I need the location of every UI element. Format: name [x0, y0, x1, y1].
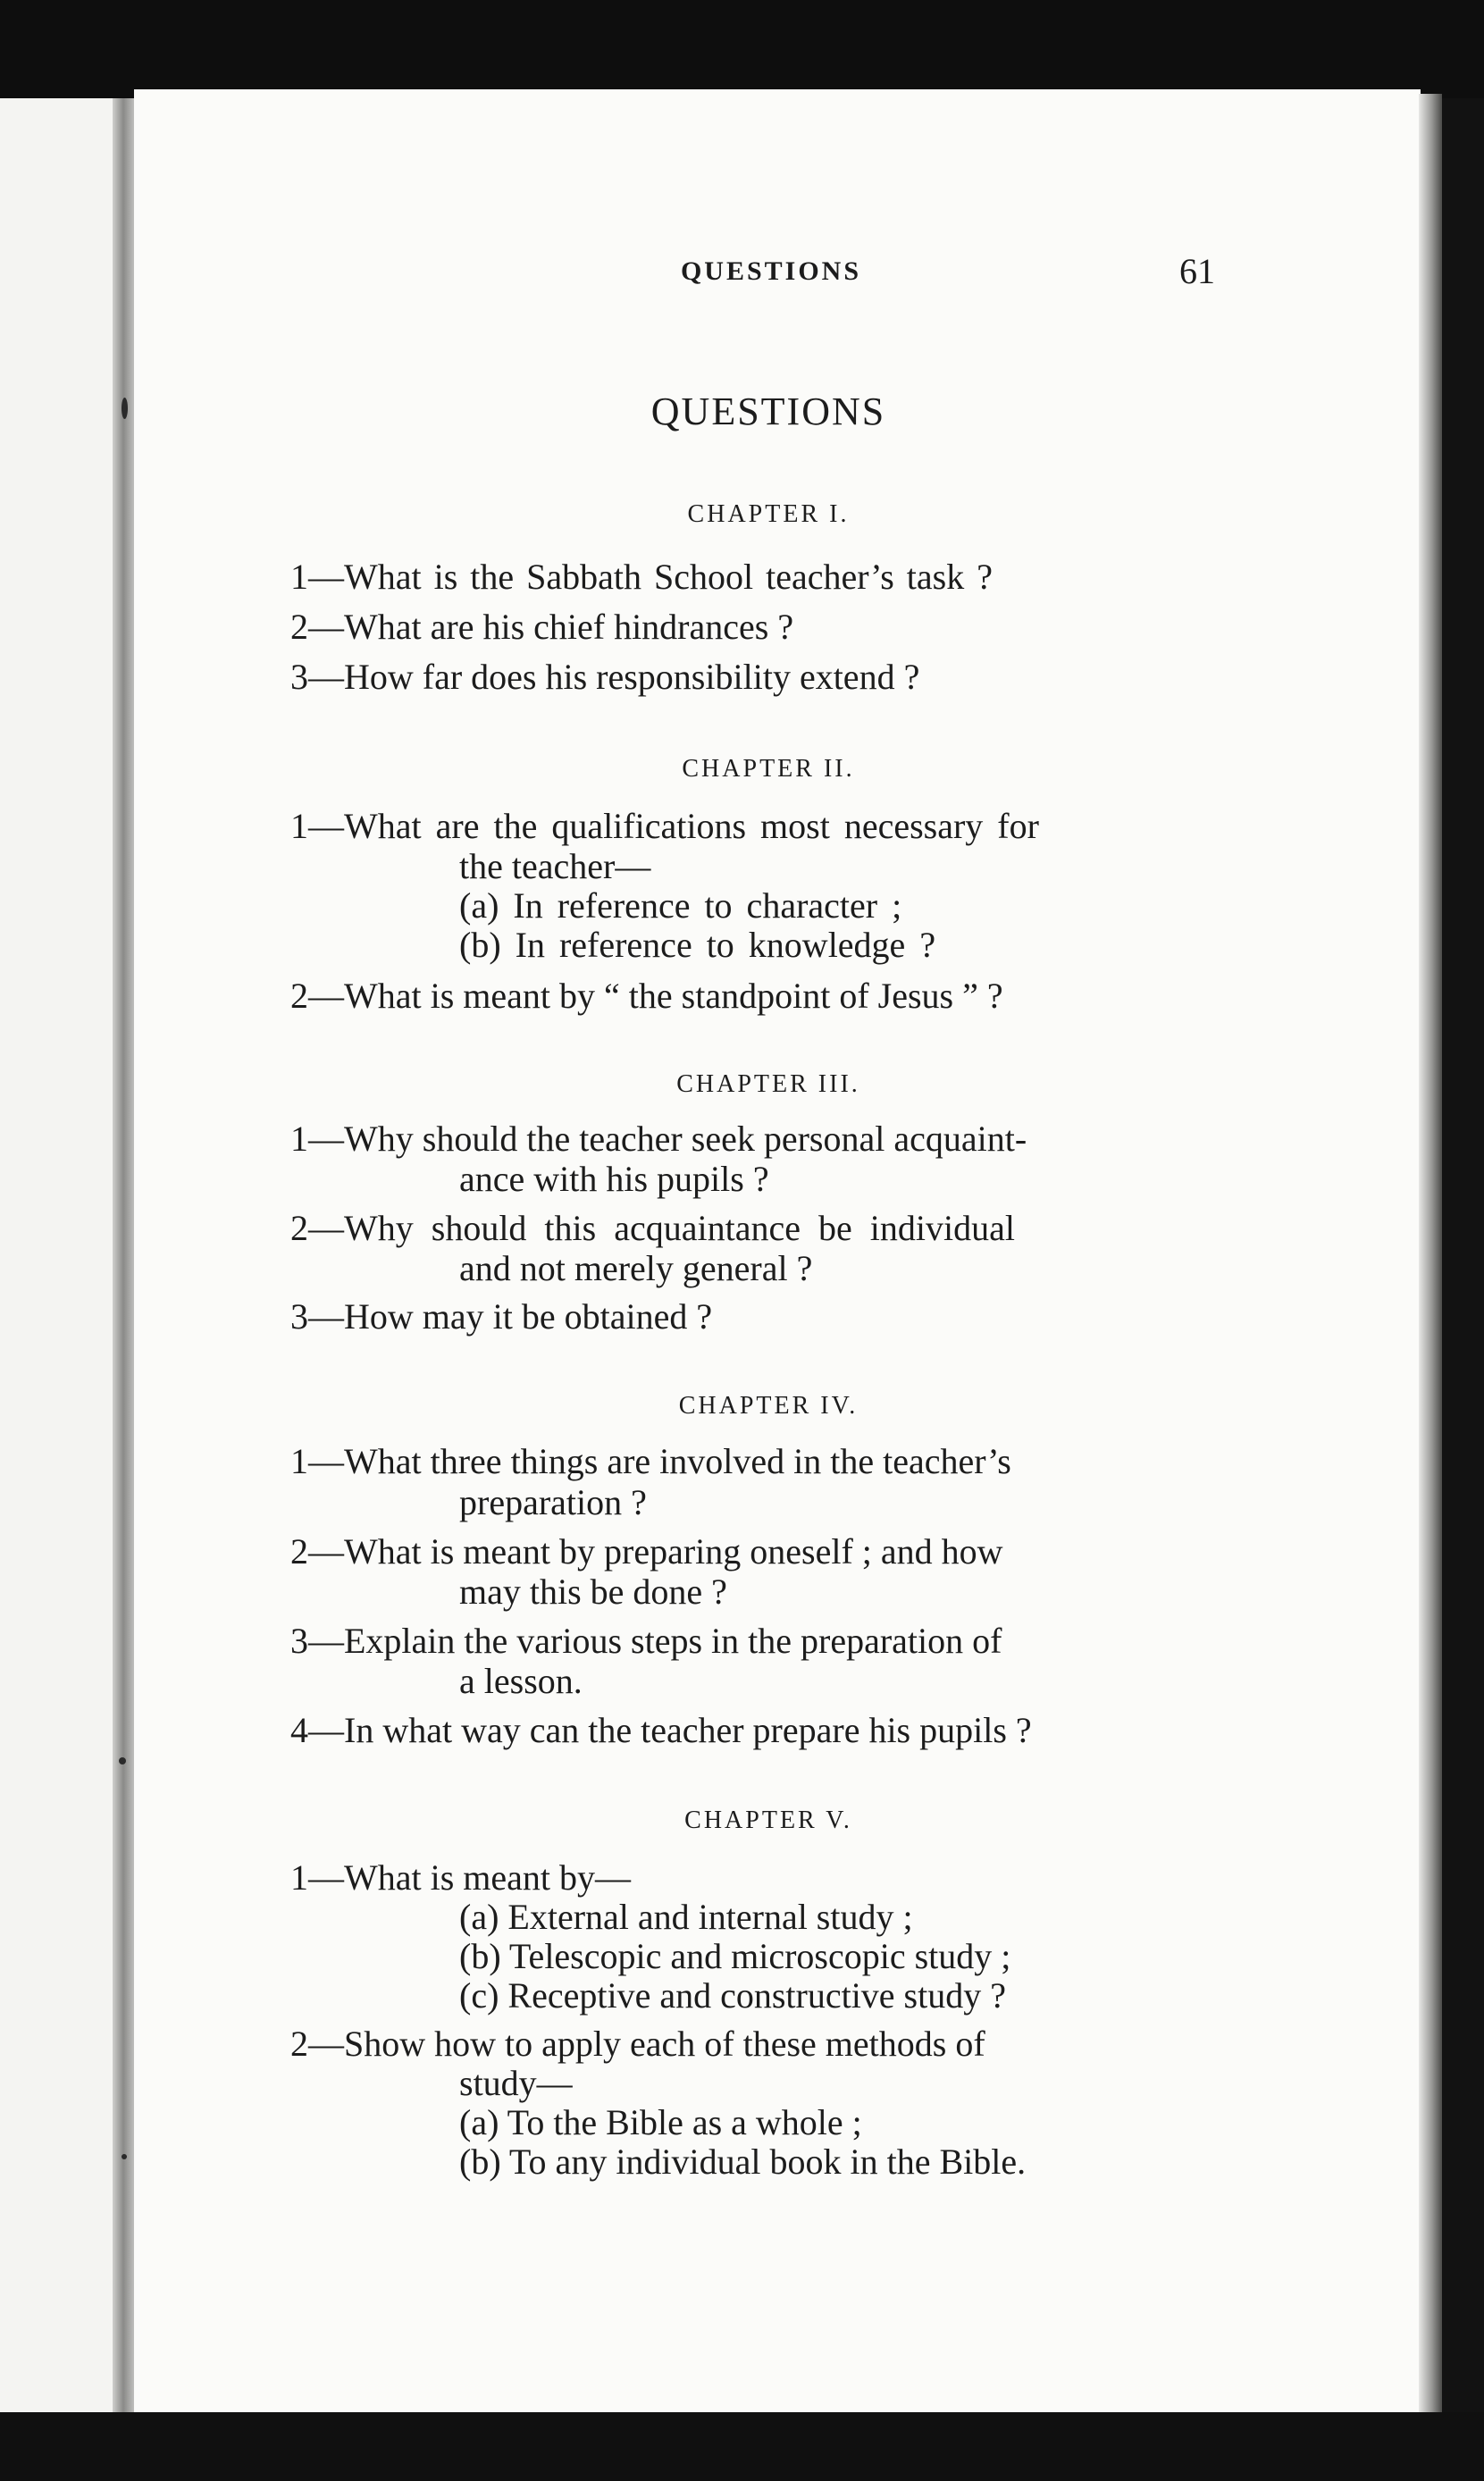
- question-line: 1—What is the Sabbath School teacher’s task ?: [290, 557, 993, 597]
- question-line: (b) In reference to knowledge ?: [459, 925, 936, 965]
- question-line: 1—What is meant by—: [290, 1857, 632, 1898]
- question-line: ance with his pupils ?: [459, 1159, 769, 1199]
- question-line: a lesson.: [459, 1661, 583, 1701]
- question-line: (b) Telescopic and microscopic study ;: [459, 1936, 1011, 1976]
- question-line: 2—Show how to apply each of these methods of: [290, 2024, 985, 2064]
- chapter-heading: CHAPTER IV.: [678, 1392, 859, 1420]
- margin-speck: [122, 398, 128, 419]
- page-title: QUESTIONS: [650, 390, 886, 433]
- question-line: study—: [459, 2063, 573, 2103]
- facing-page-edge: [0, 98, 125, 2412]
- margin-speck: [119, 1757, 126, 1764]
- question-line: (a) In reference to character ;: [459, 885, 902, 926]
- question-line: preparation ?: [459, 1482, 647, 1522]
- question-line: 3—How far does his responsibility extend ?: [290, 657, 920, 697]
- question-line: (a) To the Bible as a whole ;: [459, 2102, 862, 2142]
- question-line: 1—What are the qualifications most necessary for: [290, 806, 1039, 846]
- question-line: 2—What is meant by “ the standpoint of Jesus ” ?: [290, 976, 1003, 1016]
- question-line: (c) Receptive and constructive study ?: [459, 1975, 1006, 2016]
- question-line: 2—Why should this acquaintance be individual: [290, 1208, 1015, 1248]
- question-line: 3—Explain the various steps in the preparation of: [290, 1621, 1002, 1661]
- margin-speck: [122, 2154, 127, 2159]
- question-line: 2—What are his chief hindrances ?: [290, 607, 794, 647]
- question-line: 4—In what way can the teacher prepare his pupils ?: [290, 1710, 1032, 1750]
- question-line: 2—What is meant by preparing oneself ; and how: [290, 1531, 1003, 1572]
- question-line: 1—What three things are involved in the teacher’s: [290, 1441, 1011, 1481]
- page-number: 61: [1179, 251, 1215, 291]
- page-edge-shadow: [1419, 94, 1442, 2412]
- chapter-heading: CHAPTER I.: [687, 500, 850, 528]
- question-line: (b) To any individual book in the Bible.: [459, 2142, 1027, 2182]
- question-line: may this be done ?: [459, 1572, 727, 1612]
- scan-background-top: [0, 0, 1484, 98]
- scan-background-bottom: [0, 2412, 1484, 2481]
- chapter-heading: CHAPTER III.: [676, 1070, 860, 1098]
- question-line: and not merely general ?: [459, 1248, 813, 1288]
- question-line: 3—How may it be obtained ?: [290, 1296, 713, 1337]
- question-line: the teacher—: [459, 846, 651, 886]
- chapter-heading: CHAPTER V.: [684, 1806, 852, 1834]
- running-head: QUESTIONS: [680, 256, 862, 286]
- question-line: (a) External and internal study ;: [459, 1897, 913, 1937]
- chapter-heading: CHAPTER II.: [682, 755, 855, 783]
- question-line: 1—Why should the teacher seek personal acquaint-: [290, 1119, 1027, 1159]
